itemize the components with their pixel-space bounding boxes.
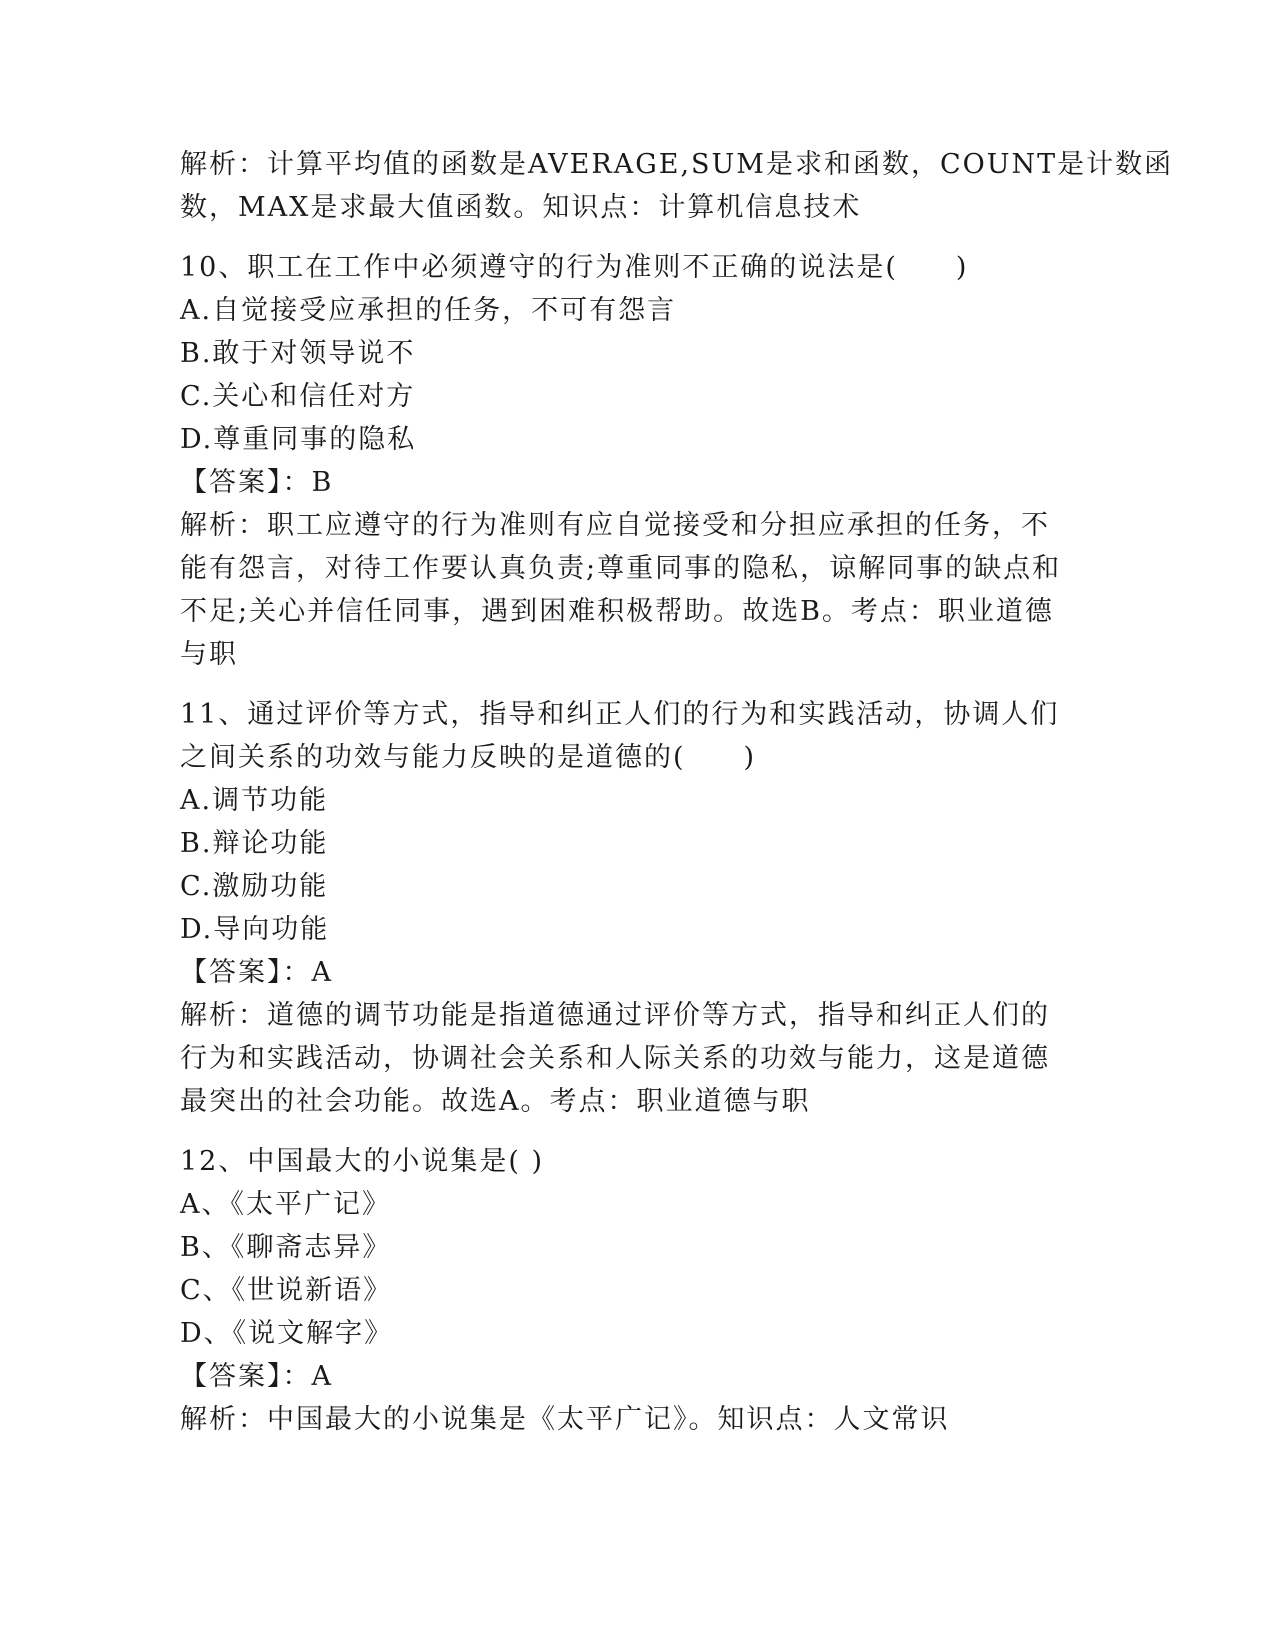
option-d: D.尊重同事的隐私 bbox=[180, 424, 417, 455]
explanation-line: 不足;关心并信任同事，遇到困难积极帮助。故选B。考点：职业道德 bbox=[180, 596, 1054, 627]
question-stem: 11、通过评价等方式，指导和纠正人们的行为和实践活动，协调人们 bbox=[180, 699, 1060, 730]
explanation-line: 行为和实践活动，协调社会关系和人际关系的功效与能力，这是道德 bbox=[180, 1043, 1050, 1074]
explanation-line: 最突出的社会功能。故选A。考点：职业道德与职 bbox=[180, 1086, 811, 1117]
question-12 bbox=[180, 1140, 1060, 1441]
option-c: C.激励功能 bbox=[180, 871, 329, 902]
option-b: B.辩论功能 bbox=[180, 828, 329, 859]
option-a: A、《太平广记》 bbox=[180, 1189, 391, 1220]
explanation-line: 解析：职工应遵守的行为准则有应自觉接受和分担应承担的任务，不 bbox=[180, 510, 1050, 541]
question-11 bbox=[180, 693, 1060, 1123]
question-stem: 10、职工在工作中必须遵守的行为准则不正确的说法是( ) bbox=[180, 252, 969, 283]
explanation-line: 解析：计算平均值的函数是AVERAGE,SUM是求和函数，COUNT是计数函 bbox=[180, 149, 1174, 180]
question-stem: 之间关系的功效与能力反映的是道德的( ) bbox=[180, 742, 757, 773]
explanation-line: 解析：中国最大的小说集是《太平广记》。知识点：人文常识 bbox=[180, 1404, 950, 1435]
option-b: B、《聊斋志异》 bbox=[180, 1232, 392, 1263]
explanation-line: 解析：道德的调节功能是指道德通过评价等方式，指导和纠正人们的 bbox=[180, 1000, 1050, 1031]
option-c: C.关心和信任对方 bbox=[180, 381, 416, 412]
option-d: D、《说文解字》 bbox=[180, 1318, 394, 1349]
option-d: D.导向功能 bbox=[180, 914, 330, 945]
answer: 【答案】：B bbox=[180, 467, 334, 498]
option-c: C、《世说新语》 bbox=[180, 1275, 393, 1306]
explanation-line: 能有怨言，对待工作要认真负责;尊重同事的隐私，谅解同事的缺点和 bbox=[180, 553, 1062, 584]
option-b: B.敢于对领导说不 bbox=[180, 338, 416, 369]
intro-explanation bbox=[180, 143, 1174, 229]
option-a: A.调节功能 bbox=[180, 785, 329, 816]
question-10 bbox=[180, 246, 1060, 676]
question-stem: 12、中国最大的小说集是( ) bbox=[180, 1146, 545, 1177]
explanation-line: 与职 bbox=[180, 639, 238, 670]
answer: 【答案】：A bbox=[180, 1361, 333, 1392]
answer: 【答案】：A bbox=[180, 957, 333, 988]
document-page bbox=[180, 143, 1174, 1441]
option-a: A.自觉接受应承担的任务，不可有怨言 bbox=[180, 295, 677, 326]
explanation-line: 数，MAX是求最大值函数。知识点：计算机信息技术 bbox=[180, 192, 862, 223]
